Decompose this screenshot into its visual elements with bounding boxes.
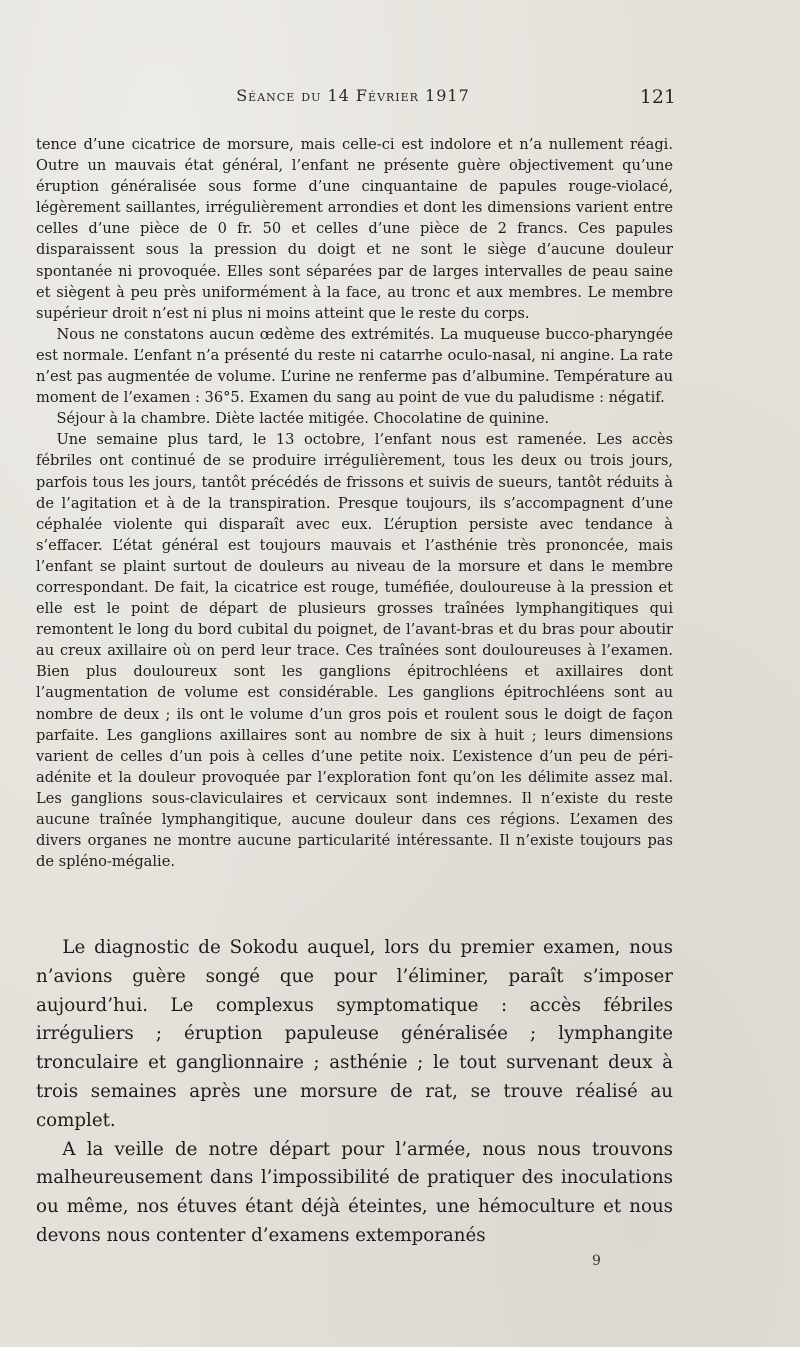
observation-paragraph-2: Nous ne constatons aucun œdème des extrémités. La muqueuse bucco-pharyngée est normale. L’enfant n’a présenté du reste ni catarrhe oculo-nasal, ni angine. La rate n’est pas augmentée de volume. L’urine ne renferme pas d’albumine. Température au moment de l’examen : 36°5. Examen du sang au point de vue du paludisme : négatif. (36, 325, 673, 407)
running-title: Séance du 14 Février 1917 (236, 86, 470, 105)
clinical-observation (36, 134, 673, 872)
discussion-paragraph-1: Le diagnostic de Sokodu auquel, lors du premier examen, nous n’avions guère songé que pour l’éliminer, paraît s’imposer aujourd’hui. Le complexus symptomatique : accès fébriles irréguliers ; éruption papuleuse généralisée ; lymphangite tronculaire et ganglionnaire ; asthénie ; le tout survenant deux à trois semaines après une morsure de rat, se trouve réalisé au complet. (36, 937, 673, 1131)
signature-mark: 9 (592, 1253, 601, 1269)
discussion-text (36, 934, 673, 1251)
discussion-paragraph-2: A la veille de notre départ pour l’armée, nous nous trouvons malheureusement dans l’impossibilité de pratiquer des inoculations ou même, nos étuves étant déjà éteintes, une hémoculture et nous devons nous contenter d’examens extemporanés (36, 1138, 673, 1246)
observation-paragraph-3: Séjour à la chambre. Diète lactée mitigée. Chocolatine de quinine. (56, 410, 550, 428)
observation-paragraph-4: Une semaine plus tard, le 13 octobre, l’enfant nous est ramenée. Les accès fébriles ont continué de se produire irrégulièrement, tous les deux ou trois jours, parfois tous les jours, tantôt précédés de frissons et suivis de sueurs, tantôt réduits à de l’agitation et à de la transpiration. Presque toujours, ils s’accompagnent d’une céphalée violente qui disparaît avec eux. L’éruption persiste avec tendance à s’effacer. L’état général est toujours mauvais et l’asthénie très prononcée, mais l’enfant se plaint surtout de douleurs au niveau de la morsure et dans le membre correspondant. De fait, la cicatrice est rouge, tuméfiée, douloureuse à la pression et elle est le point de départ de plusieurs grosses traînées lymphangitiques qui remontent le long du bord cubital du poignet, de l’avant-bras et du bras pour aboutir au creux axillaire où on perd leur trace. Ces traînées sont douloureuses à l’examen. Bien plus douloureux sont les ganglions épitrochléens et axillaires dont l’augmentation de volume est considérable. Les ganglions épitrochléens sont au nombre de deux ; ils ont le volume d’un gros pois et roulent sous le doigt de façon parfaite. Les ganglions axillaires sont au nombre de six à huit ; leurs dimensions varient de celles d’un pois à celles d’une petite noix. L’existence d’un peu de péri-adénite et la douleur provoquée par l’exploration font qu’on les délimite assez mal. Les ganglions sous-claviculaires et cervicaux sont indemnes. Il n’existe du reste aucune traînée lymphangitique, aucune douleur dans ces régions. L’examen des divers organes ne montre aucune particularité intéressante. Il n’existe toujours pas de spléno-mégalie. (36, 431, 673, 871)
observation-paragraph-1: tence d’une cicatrice de morsure, mais celle-ci est indolore et n’a nullement réagi. Outre un mauvais état général, l’enfant ne présente guère objectivement qu’une éruption généralisée sous forme d’une cinquantaine de papules rouge-violacé, légèrement saillantes, irrégulièrement arrondies et dont les dimensions varient entre celles d’une pièce de 0 fr. 50 et celles d’une pièce de 2 francs. Ces papules disparaissent sous la pression du doigt et ne sont le siège d’aucune douleur spontanée ni provoquée. Elles sont séparées par de larges intervalles de peau saine et siègent à peu près uniformément à la face, au tronc et aux membres. Le membre supérieur droit n’est ni plus ni moins atteint que le reste du corps. (36, 136, 673, 322)
page-number: 121 (639, 86, 676, 108)
